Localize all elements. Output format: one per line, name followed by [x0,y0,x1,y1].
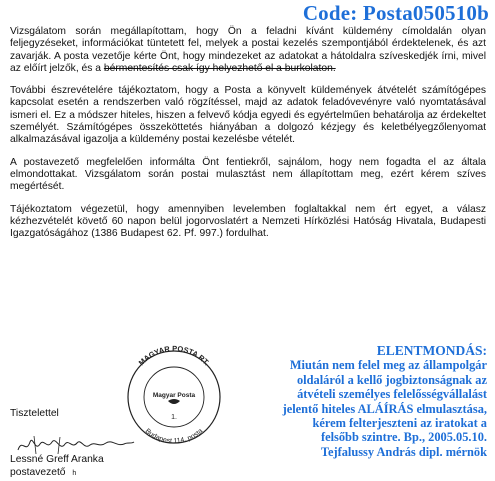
greeting: Tisztelettel [10,408,59,419]
objection-line: jelentő hiteles ALÁÍRÁS elmulasztása, [282,401,487,416]
paragraph-conclusion: A postavezető megfelelően informálta Önt fentiekről, sajnálom, hogy nem fogadta el az általa elmondottakat. Vizsgálatom során postai mulasztást nem állapítottam meg, ezért kérem szíves megértését. [10,156,486,193]
stamp-number: 1. [171,414,177,421]
objection-line: Miután nem felel meg az állampolgár [289,358,487,373]
objection-line: oldaláról a kellő jogbiztonságnak az [296,372,487,387]
signer [10,454,104,480]
document-code: Code: Posta050510b [302,1,489,25]
objection-line: kérem felterjeszteni az iratokat a [312,416,487,431]
svg-text:MAGYAR POSTA RT. [137,344,212,367]
objection-line: felsőbb szintre. Bp., 2005.05.10. [320,430,487,445]
paragraph-appeal: Tájékoztatom végezetül, hogy amennyiben levelemben foglaltakkal nem ért egyet, a válasz kézhezvételét követő 60 napon belül jogorvoslatért a Nemzeti Hírközlési Hatóság Hivatala, Budapesti Igazgatóságához (1386 Budapest 62. Pf. 997.) fordulhat. [10,203,486,240]
stamp-ring-text: MAGYAR POSTA RT. [136,343,212,368]
signer-role: postavezető h [10,466,77,478]
letter-body [10,26,486,250]
paragraph-registration: További észrevételére tájékoztatom, hogy a Posta a könyvelt küldemények átvételét számítógépes kapcsolat esetén a rendszerben való rögzítéssel, majd az adatok feladóvevényre való nyomtatásával ismeri el. Ez a módszer hiteles, hiszen a felvevő kódja egyedi és egyértelműen behatárolja az érdekeltet személyét. Számítógépes összeköttetés hiányában a dolgozó kézjegy és keletbélyegzőlenyomat alkalmazásával igazolja a küldemény postai kezelésbe vételét. [10,85,486,146]
signer-name: Lessné Greff Aranka [10,454,104,465]
stamp-center-text: Magyar Posta [152,392,196,399]
objection-line: átvételi személyes felelősségvállalást [297,387,487,402]
horn-icon [168,399,180,404]
paragraph-findings [10,26,486,75]
objection-annotation [207,344,487,459]
struck-sentence: bérmentesítés csak így helyezhető el a burkolaton. [103,62,336,74]
objection-line: Tejfalussy András dipl. mérnök [320,444,487,459]
stamp-bottom-text: Budapest 114. posta [143,427,205,445]
objection-title: ELENTMONDÁS: [376,343,487,358]
paragraph-findings-text: Vizsgálatom során megállapítottam, hogy Ön a feladni kívánt küldemény címoldalán olyan feljegyzéseket, információkat tüntetett fel, melyek a postai kezelés szempontjából érdektelenek, és azt zavarják. A posta vezetője kérte Önt, hogy mindezeket az adatokat a hátoldalra szíveskedjék írni, mivel az előírt jelzők, és a [10,26,486,74]
svg-text:Budapest 114. posta [144,428,205,445]
